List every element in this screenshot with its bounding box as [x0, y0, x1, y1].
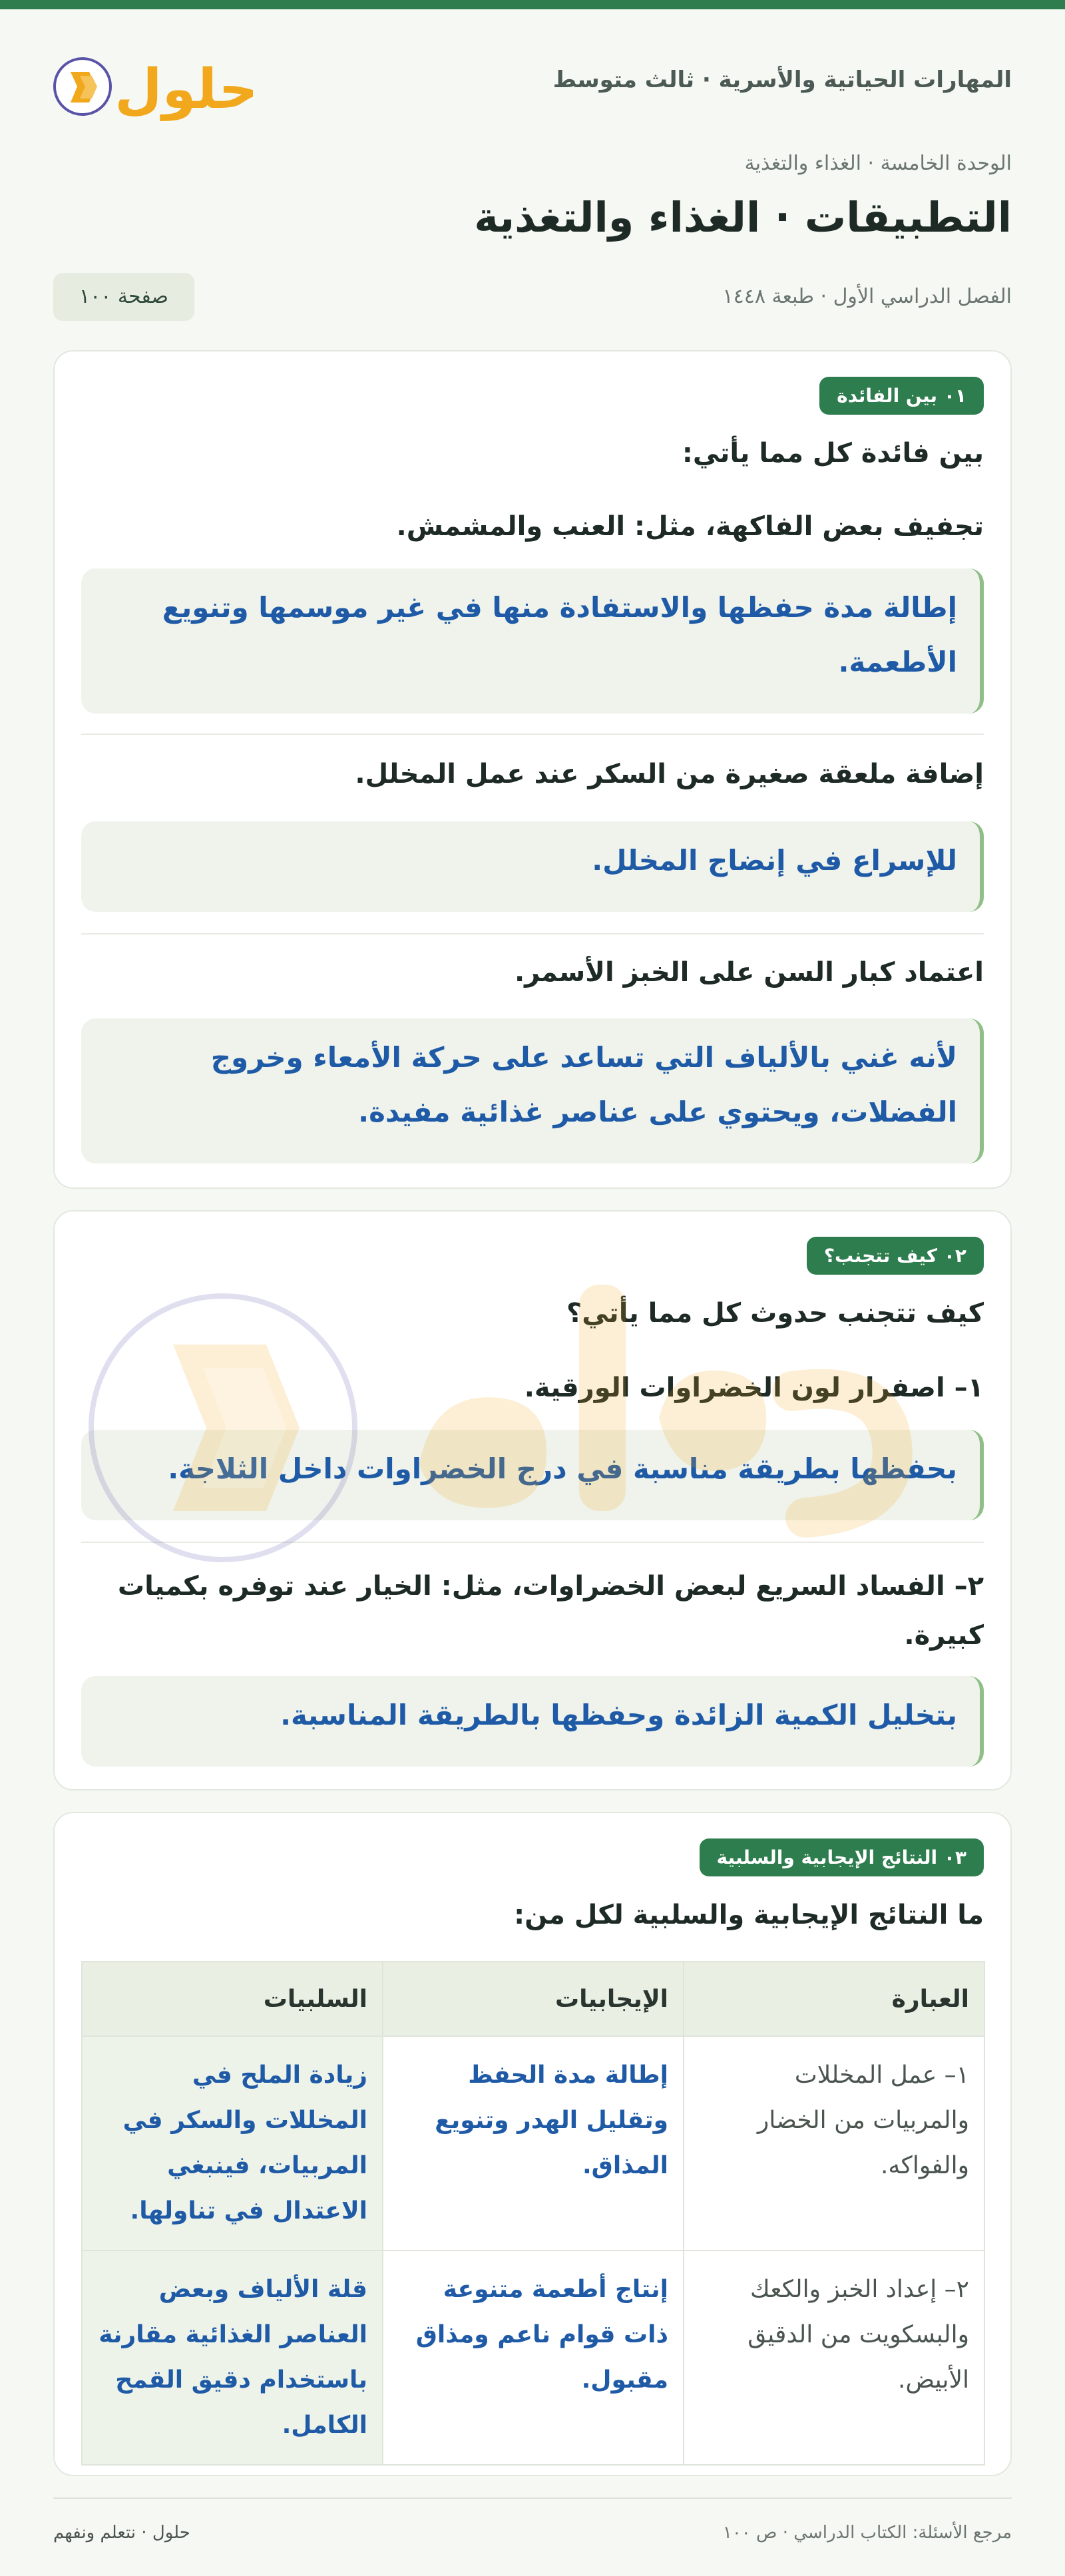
section-prompt: كيف تتجنب حدوث كل مما يأتي؟ [566, 1298, 984, 1329]
section-card-results [53, 1812, 1012, 2476]
answer-box: بحفظها بطريقة مناسبة في درج الخضراوات داخل الثلاجة. [81, 1430, 984, 1520]
results-table [81, 1961, 985, 2466]
section-badge: ٠٢ كيف تتجنب؟ [807, 1237, 984, 1275]
column-header-positives: الإيجابيات [383, 1962, 684, 2036]
page-title: التطبيقات · الغذاء والتغذية [474, 193, 1012, 242]
semester-info: الفصل الدراسي الأول · طبعة ١٤٤٨ [722, 285, 1012, 308]
page-header [53, 47, 1012, 126]
footer-reference: مرجع الأسئلة: الكتاب الدراسي · ص ١٠٠ [722, 2523, 1012, 2543]
answer-box: بتخليل الكمية الزائدة وحفظها بالطريقة المناسبة. [81, 1676, 984, 1767]
section-prompt: بين فائدة كل مما يأتي: [682, 438, 984, 469]
answer-box: إطالة مدة حفظها والاستفادة منها في غير موسمها وتنويع الأطعمة. [81, 568, 984, 714]
footer-brand: حلول · نتعلم ونفهم [53, 2523, 190, 2543]
hulul-logo[interactable] [53, 47, 253, 126]
question-text: إضافة ملعقة صغيرة من السكر عند عمل المخلل. [355, 759, 984, 789]
logo-text: حلول [114, 58, 253, 121]
table-header-row [82, 1962, 984, 2036]
section-badge: ٠١ بين الفائدة [819, 377, 984, 415]
answer-box: للإسراع في إنضاج المخلل. [81, 821, 984, 912]
footer-divider [53, 2497, 1012, 2499]
divider [81, 933, 984, 935]
cell-negative: زيادة الملح في المخللات والسكر في المربيات، فينبغي الاعتدال في تناولها. [82, 2036, 383, 2251]
logo-icon [53, 47, 253, 126]
cell-statement: ٢– إعداد الخبز والكعك والبسكويت من الدقيق الأبيض. [684, 2251, 984, 2465]
question-text: اعتماد كبار السن على الخبز الأسمر. [514, 957, 984, 988]
subject-title: المهارات الحياتية والأسرية · ثالث متوسط [552, 67, 1012, 93]
answer-box: لأنه غني بالألياف التي تساعد على حركة الأمعاء وخروج الفضلات، ويحتوي على عناصر غذائية مفيدة. [81, 1018, 984, 1164]
column-header-statement: العبارة [684, 1962, 984, 2036]
section-card-benefits [53, 350, 1012, 1189]
divider [81, 734, 984, 735]
column-header-negatives: السلبيات [82, 1962, 383, 2036]
cell-statement: ١– عمل المخللات والمربيات من الخضار والفواكه. [684, 2036, 984, 2251]
question-text: ١– اصفرار لون الخضراوات الورقية. [524, 1373, 984, 1403]
page-number-badge: صفحة ١٠٠ [53, 273, 194, 321]
divider [81, 1542, 984, 1543]
section-card-avoidance [53, 1210, 1012, 1791]
table-row [82, 2036, 984, 2251]
section-badge: ٠٣ النتائج الإيجابية والسلبية [700, 1838, 984, 1876]
question-text: ٢– الفساد السريع لبعض الخضراوات، مثل: الخيار عند توفره بكميات كبيرة. [117, 1571, 984, 1651]
question-text: تجفيف بعض الفاكهة، مثل: العنب والمشمش. [396, 511, 984, 542]
section-prompt: ما النتائج الإيجابية والسلبية لكل من: [514, 1900, 984, 1930]
cell-positive: إطالة مدة الحفظ وتقليل الهدر وتنويع المذاق. [383, 2036, 684, 2251]
cell-positive: إنتاج أطعمة متنوعة ذات قوام ناعم ومذاق مقبول. [383, 2251, 684, 2465]
unit-breadcrumb: الوحدة الخامسة · الغذاء والتغذية [744, 152, 1012, 175]
cell-negative: قلة الألياف وبعض العناصر الغذائية مقارنة باستخدام دقيق القمح الكامل. [82, 2251, 383, 2465]
top-accent-bar [0, 0, 1065, 9]
table-row [82, 2251, 984, 2465]
